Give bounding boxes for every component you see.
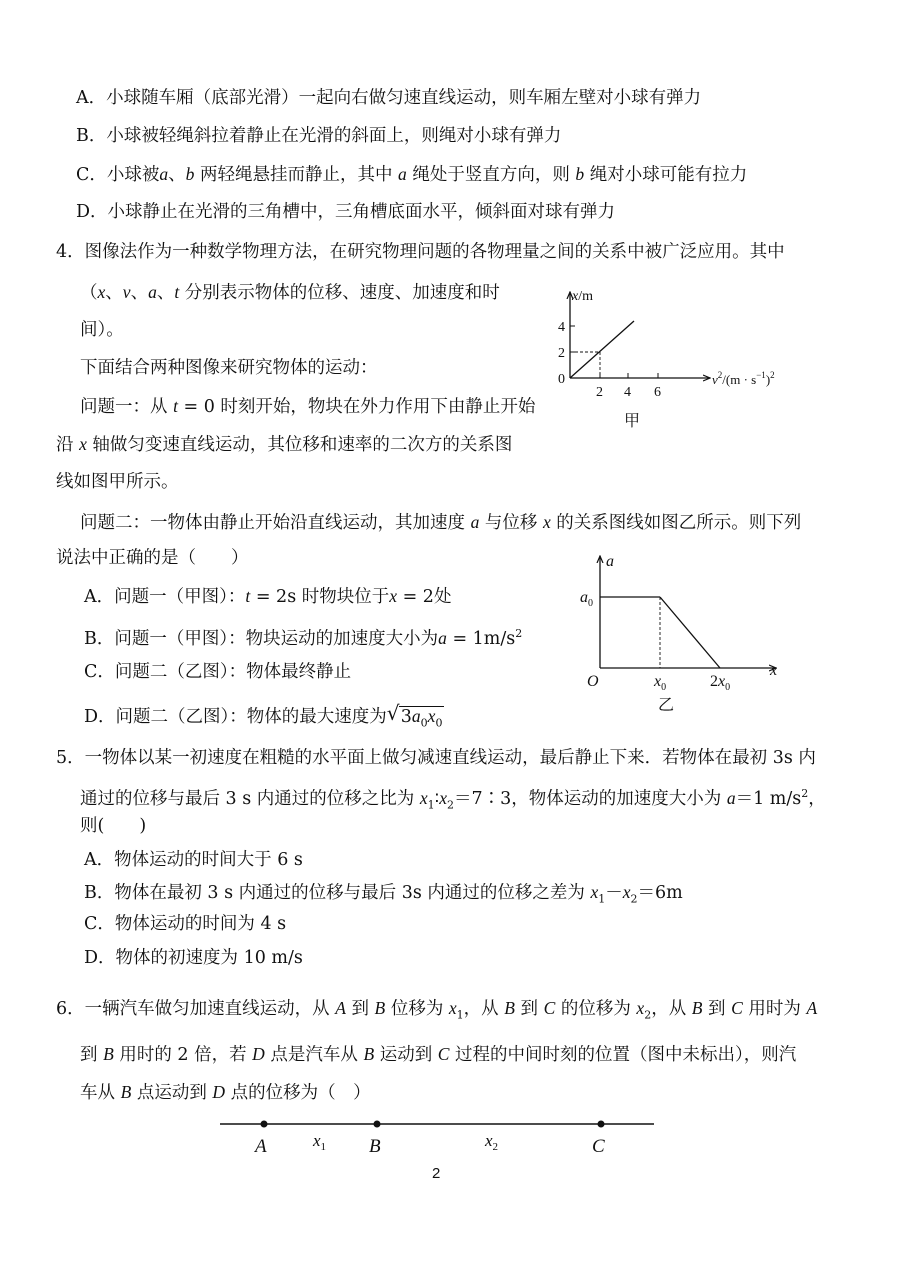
q4-option-b: B．问题一（甲图）：物块运动的加速度大小为$a = 1m/s^2$ [84, 627, 523, 649]
q4-option-d: D．问题二（乙图）：物体的最大速度为 √ $3a_0x_0$ [84, 704, 444, 736]
yi-x-tick-x0: $x_0$ [654, 673, 667, 693]
option-a-prev: A．小球随车厢（底部光滑）一起向右做匀速直线运动，则车厢左壁对小球有弹力 [76, 88, 702, 108]
jia-x-tick-6: 6 [654, 385, 661, 400]
graph-jia [540, 280, 790, 450]
label-a: A [255, 1136, 267, 1157]
jia-x-tick-2: 2 [596, 385, 603, 400]
q5-number: 5． [56, 748, 85, 768]
label-x1: $x_1$ [313, 1131, 327, 1153]
q4-problem1-line1: 问题一：从 t = 0 时刻开始，物块在外力作用下由静止开始 [80, 396, 536, 417]
option-c-prev: C．小球被a、b 两轻绳悬挂而静止，其中 a 绳处于竖直方向，则 b 绳对小球可能有拉力 [76, 164, 748, 185]
sqrt-expression: √ $3a_0x_0$ [386, 701, 443, 730]
label-c: C [592, 1136, 605, 1157]
jia-y-label: x/m [572, 289, 593, 304]
yi-x-label: x [770, 662, 778, 679]
yi-y-label: a [606, 553, 614, 570]
q4-problem2-line2: 说法中正确的是（ ） [56, 548, 249, 568]
q4-problem2-line1: 问题二：一物体由静止开始沿直线运动，其加速度 a 与位移 x 的关系图线如图乙所示。则下列 [80, 512, 802, 533]
option-b-prev: B．小球被轻绳斜拉着静止在光滑的斜面上，则绳对小球有弹力 [76, 126, 562, 146]
q6-line1: 6．一辆汽车做匀加速直线运动，从 A 到 B 位移为 $x_1$，从 B 到 C 的位移为 $x_2$，从 B 到 C 用时为 A [56, 998, 818, 1022]
page-number: 2 [432, 1165, 441, 1182]
q5-line3: 则( ) [80, 816, 147, 836]
q4-stem-line3: 间）。 [80, 320, 124, 340]
label-b: B [369, 1136, 381, 1157]
jia-y-tick-4: 4 [558, 320, 565, 335]
yi-decline [660, 597, 720, 668]
point-c [598, 1121, 605, 1128]
jia-series-line [570, 321, 634, 378]
q6-number: 6． [56, 999, 85, 1019]
yi-x-tick-2x0: $2x_0$ [710, 673, 731, 693]
q4-number: 4． [56, 242, 85, 262]
point-a [261, 1121, 268, 1128]
label-x2: $x_2$ [485, 1131, 499, 1153]
q4-stem-line4: 下面结合两种图像来研究物体的运动： [80, 358, 378, 378]
jia-origin: 0 [558, 372, 565, 387]
q5-line1: 5．一物体以某一初速度在粗糙的水平面上做匀减速直线运动，最后静止下来．若物体在最初 3s 内 [56, 748, 816, 768]
q5-option-a: A．物体运动的时间大于 6 s [84, 850, 303, 870]
yi-y-tick-a0: $a_0$ [580, 589, 593, 609]
q6-line3: 车从 B 点运动到 D 点的位移为（ ） [80, 1082, 371, 1103]
q5-option-b: B．物体在最初 3 s 内通过的位移与最后 3s 内通过的位移之差为 $x_1-x_2=6m$ [84, 882, 683, 906]
point-b [374, 1121, 381, 1128]
q4-stem-line2: （x、v、a、t 分别表示物体的位移、速度、加速度和时 [80, 282, 500, 303]
q5-option-d: D．物体的初速度为 10 m/s [84, 948, 303, 968]
q5-option-c: C．物体运动的时间为 4 s [84, 914, 287, 934]
q4-problem1-line2: 沿 x 轴做匀变速直线运动，其位移和速率的二次方的关系图 [56, 434, 513, 455]
q4-option-a: A．问题一（甲图）：t = 2s 时物块位于x = 2处 [84, 586, 452, 607]
jia-x-label: $v^2/(m \cdot s^{-1})^2$ [712, 370, 775, 387]
yi-origin: O [587, 673, 599, 690]
option-d-prev: D．小球静止在光滑的三角槽中，三角槽底面水平，倾斜面对球有弹力 [76, 202, 616, 222]
q4-option-c: C．问题二（乙图）：物体最终静止 [84, 662, 352, 682]
q5-line2: 通过的位移与最后 3 s 内通过的位移之比为 $x_1∶x_2=7∶3$，物体运动的加速度大小为 a＝1 $m/s^2$， [80, 787, 826, 812]
q4-stem-line1: 4．图像法作为一种数学物理方法，在研究物理问题的各物理量之间的关系中被广泛应用。其中 [56, 242, 785, 262]
graph-yi [572, 548, 802, 718]
jia-x-tick-4: 4 [624, 385, 631, 400]
jia-y-tick-2: 2 [558, 346, 565, 361]
yi-caption: 乙 [658, 697, 675, 714]
jia-caption: 甲 [624, 413, 641, 430]
q4-problem1-line3: 线如图甲所示。 [56, 472, 179, 492]
q6-line2: 到 B 用时的 2 倍，若 D 点是汽车从 B 运动到 C 过程的中间时刻的位置（图中未标出），则汽 [80, 1044, 797, 1065]
